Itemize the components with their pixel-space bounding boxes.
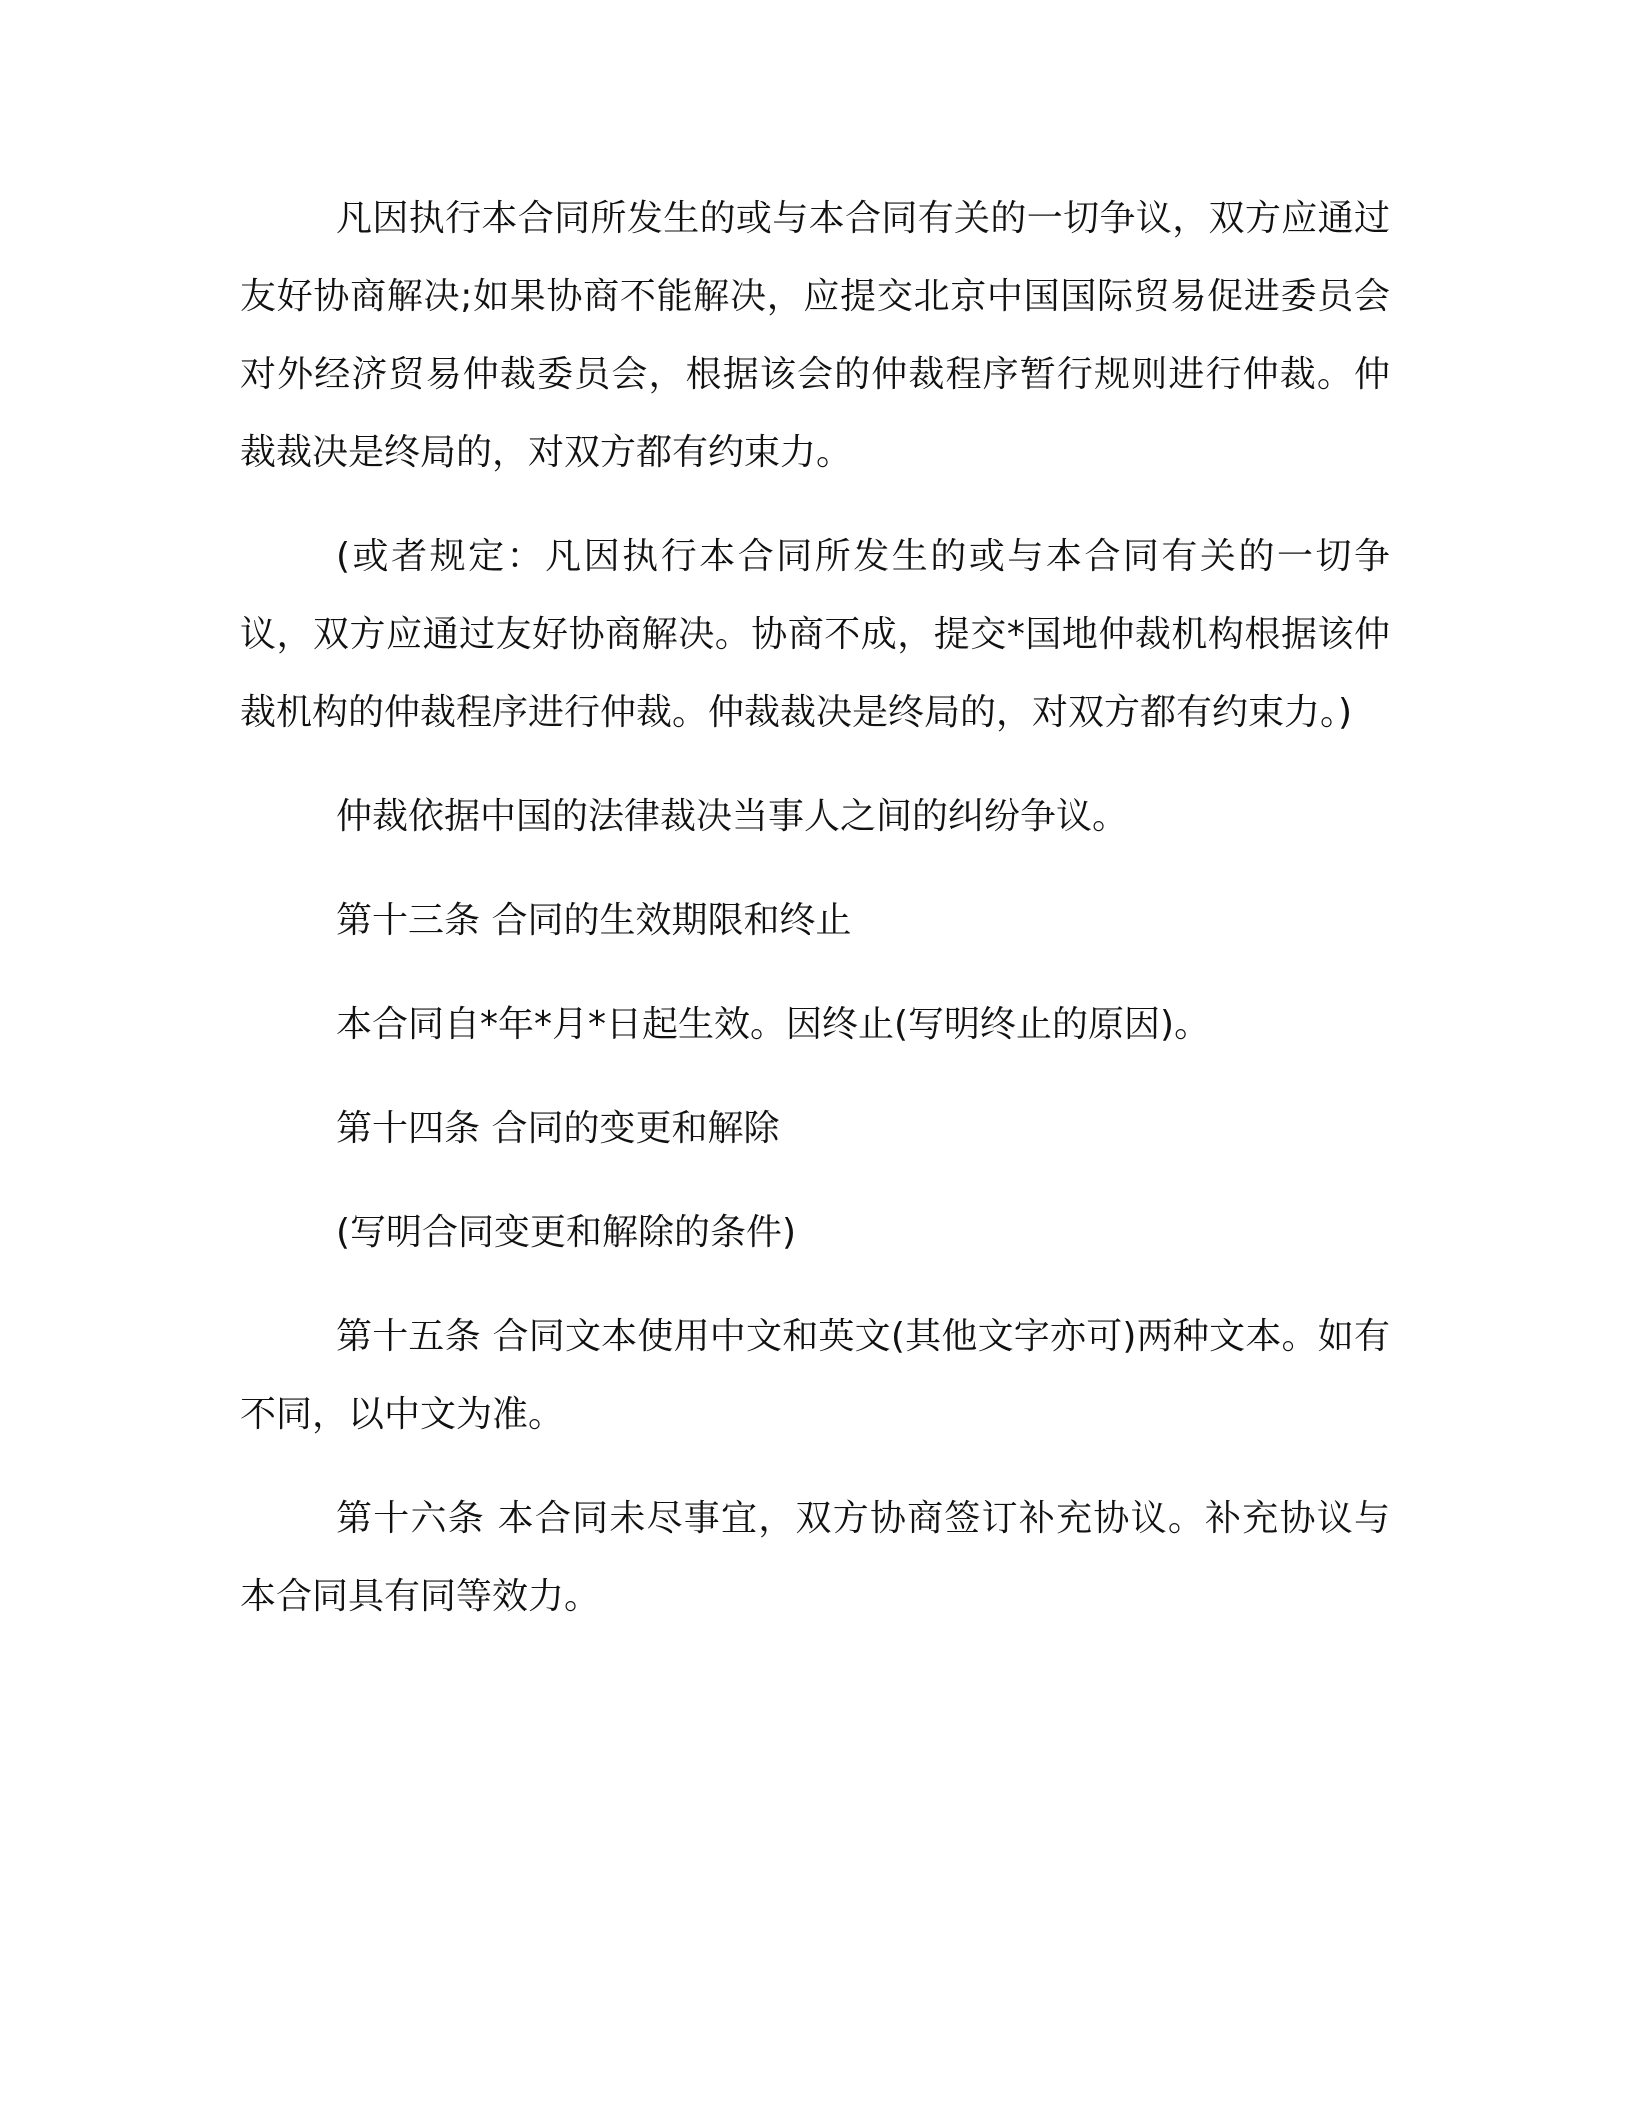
paragraph-effective-date: 本合同自*年*月*日起生效。因终止(写明终止的原因)。 bbox=[336, 1004, 1211, 1045]
document-body bbox=[240, 180, 1390, 1662]
paragraph-alternative-clause: (或者规定：凡因执行本合同所发生的或与本合同有关的一切争议，双方应通过友好协商解决。协商不成，提交*国地仲裁机构根据该仲裁机构的仲裁程序进行仲裁。仲裁裁决是终局的，对双方都有约束力。) bbox=[240, 536, 1390, 733]
article-14-heading: 第十四条 合同的变更和解除 bbox=[336, 1108, 780, 1149]
paragraph-change-conditions: (写明合同变更和解除的条件) bbox=[336, 1212, 797, 1253]
article-13-heading: 第十三条 合同的生效期限和终止 bbox=[336, 900, 852, 941]
paragraph-arbitration-clause: 凡因执行本合同所发生的或与本合同有关的一切争议，双方应通过友好协商解决;如果协商不能解决，应提交北京中国国际贸易促进委员会对外经济贸易仲裁委员会，根据该会的仲裁程序暂行规则进行仲裁。仲裁裁决是终局的，对双方都有约束力。 bbox=[240, 198, 1390, 473]
paragraph-governing-law: 仲裁依据中国的法律裁决当事人之间的纠纷争议。 bbox=[336, 796, 1129, 837]
article-15-paragraph: 第十五条 合同文本使用中文和英文(其他文字亦可)两种文本。如有不同，以中文为准。 bbox=[240, 1316, 1390, 1435]
article-16-paragraph: 第十六条 本合同未尽事宜，双方协商签订补充协议。补充协议与本合同具有同等效力。 bbox=[240, 1498, 1390, 1617]
